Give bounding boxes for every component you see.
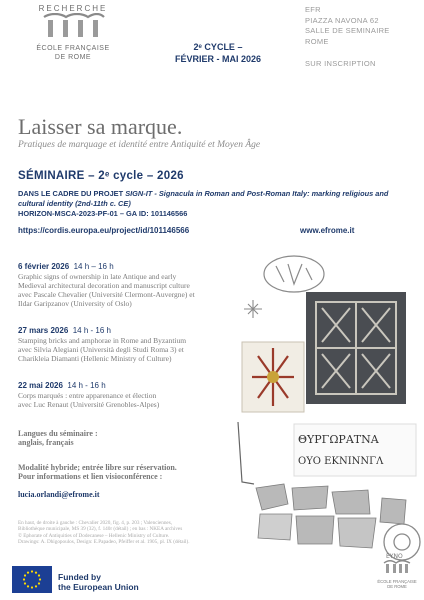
inscription-slab-drawing <box>294 424 416 476</box>
star-sign-drawing <box>244 300 262 318</box>
venue-line: ROME <box>305 36 329 46</box>
languages-value: anglais, français <box>18 438 74 447</box>
logo-name-line1: ÉCOLE FRANÇAISE <box>36 45 110 52</box>
session-time: 14 h – 16 h <box>73 262 114 271</box>
inscription-text-2: ΟΥΟ ΕΚΝΙΝΝΓΛ <box>298 456 384 467</box>
session-line: Ildar Garipzanov (University of Oslo) <box>18 299 132 308</box>
session-line: Stamping bricks and amphorae in Rome and Byzantium <box>18 336 187 345</box>
project-title: SIGN-IT - Signacula in Roman and Post-Roman Italy: marking religious and cultural identity (2nd-11th c. CE) <box>18 189 389 208</box>
session-date: 22 mai 2026 <box>18 381 63 390</box>
eu-flag-icon <box>12 566 52 593</box>
cycle-line1: 2ᵉ CYCLE – <box>193 42 243 52</box>
languages-label: Langues du séminaire : <box>18 429 98 438</box>
venue-line: SALLE DE SEMINAIRE <box>305 26 390 35</box>
cordis-link[interactable]: https://cordis.europa.eu/project/id/101146566 <box>18 226 190 235</box>
modality-block <box>18 463 177 481</box>
footer-logo-line2: DE ROME <box>387 584 407 589</box>
columns-logo-small-icon <box>382 560 412 574</box>
credit-line: Drawings: A. Dhigopoulos, Design: E.Papadeo, Pfeiffer et al. 1905, pl. IX (détail). <box>18 539 190 546</box>
session-time: 14 h - 16 h <box>72 326 111 335</box>
logo-recherche: RECHERCHE <box>38 4 108 13</box>
eu-stars-icon <box>12 566 52 593</box>
eu-funding-text <box>58 572 139 592</box>
credit-line: © Ephorate of Antiquities of Dodecanese – Hellenic Ministry of Culture. <box>18 532 170 539</box>
circular-stamp-drawing <box>264 256 324 292</box>
venue-block <box>305 5 390 70</box>
venue-line: PIAZZA NAVONA 62 <box>305 15 379 25</box>
registration-note: SUR INSCRIPTION <box>305 59 376 68</box>
project-grant: HORIZON-MSCA-2023-PF-01 – GA ID: 101146566 <box>18 209 188 218</box>
mosaic-fragments <box>256 484 406 548</box>
languages-block <box>18 429 98 447</box>
archaeology-collage <box>236 252 424 562</box>
session-line: Medieval architectural decoration and manuscript culture <box>18 281 190 290</box>
session-line: Corps marqués : entre apparenance et élection <box>18 391 157 400</box>
credit-line: En haut, de droite à gauche : Chevalier 2020, fig. 4, p. 203 ; Valenciennes, <box>18 520 173 526</box>
session-date: 6 février 2026 <box>18 262 70 271</box>
columns-logo-icon <box>38 13 108 39</box>
venue-line: EFR <box>305 5 321 14</box>
session-line: Graphic signs of ownership in late Antique and early <box>18 272 177 281</box>
session-line: avec Pascale Chevalier (Université Clermont-Auvergne) et <box>18 290 195 299</box>
footer-logo-line1: ÉCOLE FRANÇAISE <box>377 579 417 584</box>
cycle-line2: FÉVRIER - MAI 2026 <box>174 54 262 64</box>
stamp-ring-text: ΕΥΝΟ <box>386 553 403 560</box>
modality-line1: Modalité hybride; entrée libre sur réservation. <box>18 463 177 472</box>
session-line: Charikleia Diamanti (Hellenic Ministry of Culture) <box>18 354 172 363</box>
contact-email-link[interactable]: lucia.orlandi@efrome.it <box>18 490 100 499</box>
efrome-link[interactable]: www.efrome.it <box>300 226 355 235</box>
efr-footer-logo <box>372 560 422 589</box>
session-line: avec Silvia Alegiani (Università degli Studi Roma 3) et <box>18 345 184 354</box>
credit-line: Bibliothèque municipale, MS 39 (32), f. 140r (détail) ; en bas : NKEA archives <box>18 526 183 533</box>
eu-line2: the European Union <box>58 582 139 592</box>
project-description <box>18 189 410 219</box>
session-date: 27 mars 2026 <box>18 326 69 335</box>
session-line: avec Luc Renaut (Université Grenobles-Alpes) <box>18 400 160 409</box>
modality-line2: Pour informations et lien visioconférence : <box>18 472 163 481</box>
inscription-text-1: ΘΥΡΓΩΡΑΤΝΑ <box>298 433 379 446</box>
session-time: 14 h - 16 h <box>67 381 106 390</box>
seminaire-heading: SÉMINAIRE – 2ᵉ cycle – 2026 <box>18 170 184 182</box>
page-subtitle: Pratiques de marquage et identité entre Antiquité et Moyen Âge <box>18 140 261 150</box>
page-title: Laisser sa marque. <box>18 114 183 139</box>
project-prefix: DANS LE CADRE DU PROJET <box>18 189 126 198</box>
efr-logo <box>18 4 128 62</box>
cycle-heading <box>158 41 278 65</box>
eu-line1: Funded by <box>58 572 101 582</box>
logo-name-line2: DE ROME <box>54 54 92 61</box>
